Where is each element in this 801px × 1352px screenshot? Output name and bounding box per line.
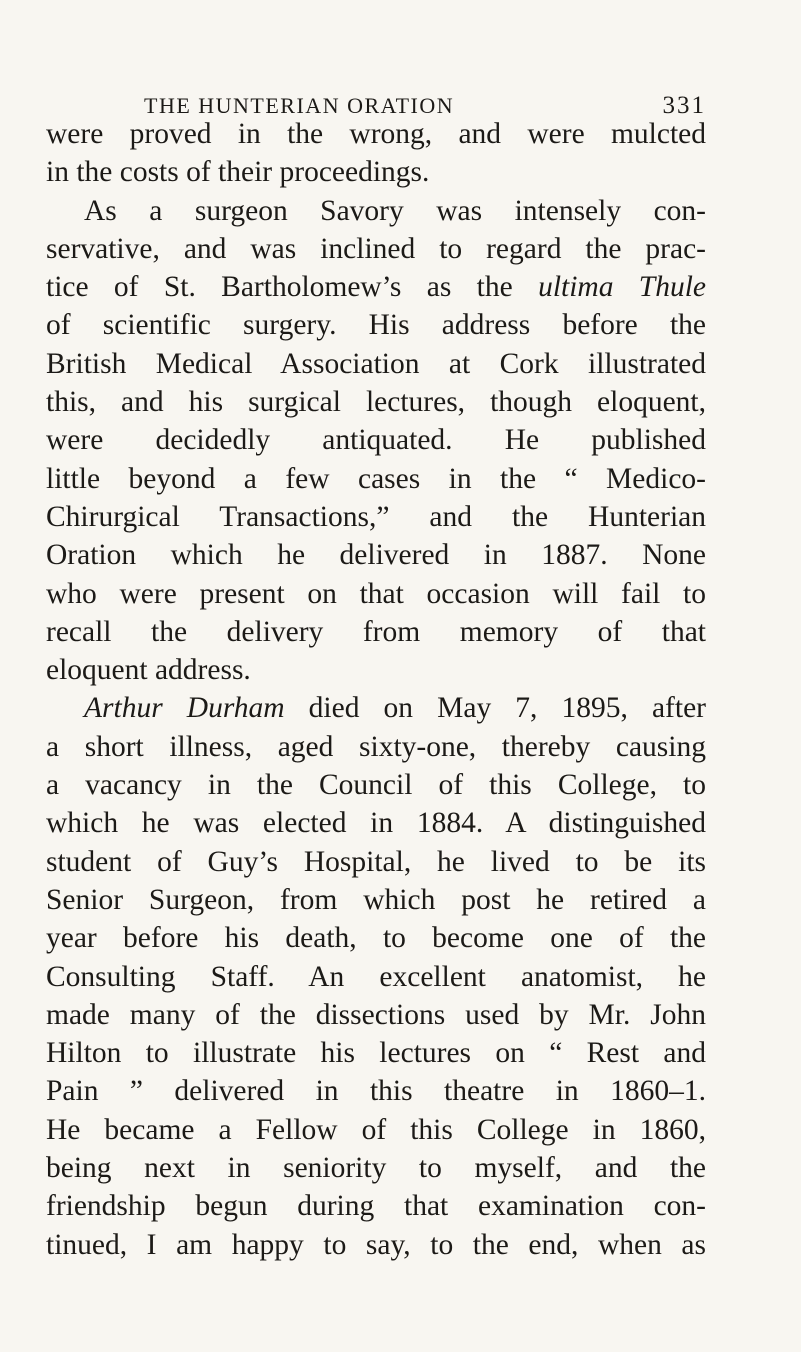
text-line bbox=[46, 1034, 706, 1072]
text-line bbox=[46, 804, 706, 842]
text-segment: As a surgeon Savory was intensely con- bbox=[84, 194, 706, 227]
text-segment: being next in seniority to myself, and the bbox=[46, 1152, 706, 1185]
text-segment: Pain ” delivered in this theatre in 1860–1. bbox=[46, 1075, 706, 1108]
italic-text: Arthur Durham bbox=[84, 692, 285, 725]
text-segment: Consulting Staff. An excellent anatomist, he bbox=[46, 960, 706, 993]
text-line bbox=[46, 460, 706, 498]
text-segment: Chirurgical Transactions,” and the Hunterian bbox=[46, 500, 706, 533]
text-line bbox=[46, 498, 706, 536]
text-line bbox=[46, 996, 706, 1034]
text-line bbox=[46, 843, 706, 881]
text-segment: this, and his surgical lectures, though eloquent, bbox=[46, 386, 706, 419]
text-segment: eloquent address. bbox=[46, 654, 251, 687]
body-text bbox=[46, 115, 706, 1264]
text-line bbox=[46, 1072, 706, 1110]
text-line bbox=[46, 115, 706, 153]
text-segment: in the costs of their proceedings. bbox=[46, 156, 430, 189]
text-line bbox=[46, 728, 706, 766]
italic-text: ultima Thule bbox=[538, 271, 706, 304]
text-segment: Senior Surgeon, from which post he retired a bbox=[46, 883, 706, 916]
text-segment: of scientific surgery. His address before the bbox=[46, 309, 706, 342]
text-segment: a short illness, aged sixty-one, thereby causing bbox=[46, 730, 706, 763]
text-line bbox=[46, 268, 706, 306]
text-segment: were proved in the wrong, and were mulcted bbox=[46, 118, 706, 150]
text-segment: tinued, I am happy to say, to the end, when as bbox=[46, 1228, 706, 1261]
page-number: 331 bbox=[662, 92, 706, 119]
text-line bbox=[46, 689, 706, 727]
text-line bbox=[46, 1111, 706, 1149]
text-line bbox=[46, 651, 706, 689]
text-segment: a vacancy in the Council of this College, to bbox=[46, 769, 706, 802]
text-segment: were decidedly antiquated. He published bbox=[46, 424, 706, 457]
text-segment: He became a Fellow of this College in 1860, bbox=[46, 1113, 706, 1146]
text-line bbox=[46, 192, 706, 230]
text-line bbox=[46, 1226, 706, 1264]
text-segment: year before his death, to become one of the bbox=[46, 922, 706, 955]
text-line bbox=[46, 230, 706, 268]
text-line bbox=[46, 919, 706, 957]
text-segment: student of Guy’s Hospital, he lived to be its bbox=[46, 845, 706, 878]
text-line bbox=[46, 306, 706, 344]
text-segment: friendship begun during that examination con- bbox=[46, 1190, 706, 1223]
text-line bbox=[46, 766, 706, 804]
text-line bbox=[46, 1187, 706, 1225]
text-line bbox=[46, 958, 706, 996]
text-line bbox=[46, 1149, 706, 1187]
text-line bbox=[46, 383, 706, 421]
text-line bbox=[46, 881, 706, 919]
text-line bbox=[46, 536, 706, 574]
text-segment: recall the delivery from memory of that bbox=[46, 615, 706, 648]
text-line bbox=[46, 345, 706, 383]
text-line bbox=[46, 153, 706, 191]
text-segment: which he was elected in 1884. A distinguished bbox=[46, 807, 706, 840]
text-segment: servative, and was inclined to regard the prac- bbox=[46, 232, 706, 265]
running-title: THE HUNTERIAN ORATION bbox=[144, 93, 455, 118]
text-line bbox=[46, 421, 706, 459]
text-segment: who were present on that occasion will fail to bbox=[46, 577, 706, 610]
text-segment: Hilton to illustrate his lectures on “ Rest and bbox=[46, 1037, 706, 1070]
text-segment: made many of the dissections used by Mr. John bbox=[46, 998, 706, 1031]
text-segment: tice of St. Bartholomew’s as the bbox=[46, 271, 539, 304]
text-segment: British Medical Association at Cork illustrated bbox=[46, 347, 706, 380]
text-segment: Oration which he delivered in 1887. None bbox=[46, 539, 706, 572]
text-line bbox=[46, 575, 706, 613]
text-segment: little beyond a few cases in the “ Medico- bbox=[46, 462, 706, 495]
text-segment: died on May 7, 1895, after bbox=[284, 692, 706, 725]
text-line bbox=[46, 613, 706, 651]
